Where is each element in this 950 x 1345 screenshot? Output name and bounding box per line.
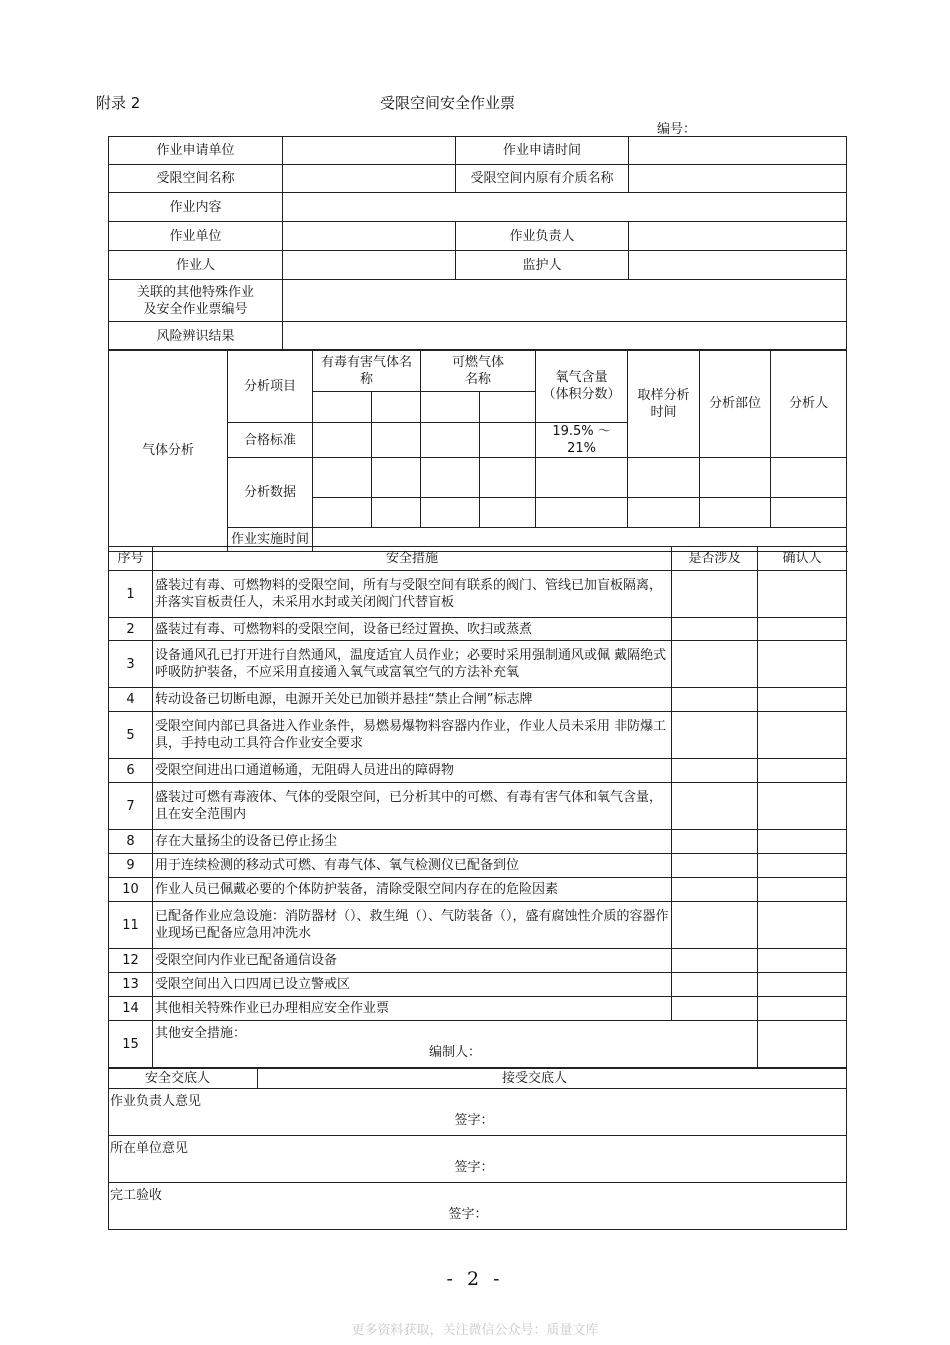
involved-field[interactable] <box>672 618 758 641</box>
toxic-gas-label: 有毒有害气体名称 <box>313 350 421 392</box>
work-leader-label: 作业负责人 <box>456 222 629 251</box>
confirm-field[interactable] <box>758 712 847 759</box>
measure-no: 2 <box>109 618 153 641</box>
unit-sign-label: 签字： <box>454 1160 494 1175</box>
table-row <box>109 712 847 759</box>
measure-no: 7 <box>109 783 153 830</box>
confirm-field[interactable] <box>758 830 847 854</box>
appendix-label: 附录 2 <box>96 94 141 112</box>
other-measures-label: 其他安全措施： <box>155 1026 247 1041</box>
table-row <box>109 688 847 712</box>
data-cell[interactable] <box>771 458 847 498</box>
measure-text: 已配备作业应急设施：消防器材（）、救生绳（）、气防装备（），盛有腐蚀性介质的容器作业现场已配备应急用冲洗水 <box>153 902 672 949</box>
serial-number-label: 编号： <box>657 122 697 137</box>
medium-name-field[interactable] <box>629 165 847 193</box>
guardian-field[interactable] <box>629 251 847 280</box>
acceptance-label: 完工验收 <box>110 1188 163 1203</box>
table-row <box>109 618 847 641</box>
involved-field[interactable] <box>672 830 758 854</box>
measure-no: 13 <box>109 973 153 997</box>
gas-analysis-label: 气体分析 <box>109 350 228 552</box>
page-title: 受限空间安全作业票 <box>380 94 516 112</box>
measure-text: 盛装过有毒、可燃物料的受限空间，设备已经过置换、吹扫或蒸煮 <box>153 618 672 641</box>
col-involved-header: 是否涉及 <box>672 547 758 571</box>
toxic-gas-name-2[interactable] <box>372 392 421 423</box>
measure-text: 其他相关特殊作业已办理相应安全作业票 <box>153 997 672 1021</box>
apply-unit-field[interactable] <box>283 137 456 165</box>
analysis-item-label: 分析项目 <box>228 350 313 423</box>
data-cell[interactable] <box>313 498 372 528</box>
data-cell[interactable] <box>372 498 421 528</box>
risk-label: 风险辨识结果 <box>109 322 283 351</box>
table-row <box>109 830 847 854</box>
measure-no: 15 <box>109 1021 153 1068</box>
leader-opinion-field[interactable] <box>109 1089 847 1136</box>
table-row <box>109 1021 847 1068</box>
risk-field[interactable] <box>283 322 847 351</box>
measure-no: 6 <box>109 759 153 783</box>
measure-no: 9 <box>109 854 153 878</box>
confirm-field[interactable] <box>758 1021 847 1068</box>
toxic-standard-1[interactable] <box>313 423 372 458</box>
exec-time-label: 作业实施时间 <box>228 528 313 552</box>
toxic-gas-name-1[interactable] <box>313 392 372 423</box>
combustible-gas-label <box>421 350 536 392</box>
involved-field[interactable] <box>672 949 758 973</box>
space-name-label: 受限空间名称 <box>109 165 283 193</box>
data-cell[interactable] <box>480 498 536 528</box>
apply-time-label: 作业申请时间 <box>456 137 629 165</box>
table-row <box>109 641 847 688</box>
apply-time-field[interactable] <box>629 137 847 165</box>
table-row <box>109 997 847 1021</box>
related-permits-label <box>109 280 283 322</box>
table-row <box>109 759 847 783</box>
confirm-field[interactable] <box>758 783 847 830</box>
unit-opinion-field[interactable] <box>109 1136 847 1183</box>
col-confirm-header: 确认人 <box>758 547 847 571</box>
oxygen-standard-value: 19.5% ～21% <box>536 423 628 458</box>
involved-field[interactable] <box>672 783 758 830</box>
measure-text: 受限空间出入口四周已设立警戒区 <box>153 973 672 997</box>
measure-text: 盛装过可燃有毒液体、气体的受限空间，已分析其中的可燃、有毒有害气体和氧气含量，且在安全范围内 <box>153 783 672 830</box>
unit-opinion-label: 所在单位意见 <box>110 1141 189 1156</box>
related-permits-line2: 及安全作业票编号 <box>143 301 248 317</box>
measure-text: 盛装过有毒、可燃物料的受限空间，所有与受限空间有联系的阀门、管线已加盲板隔离，并落实盲板责任人，未采用水封或关闭阀门代替盲板 <box>153 571 672 618</box>
related-permits-line1: 关联的其他特殊作业 <box>136 284 254 300</box>
combustible-gas-name-1[interactable] <box>421 392 480 423</box>
data-cell[interactable] <box>313 458 372 498</box>
confirm-field[interactable] <box>758 759 847 783</box>
table-row <box>109 854 847 878</box>
confirm-field[interactable] <box>758 641 847 688</box>
involved-field[interactable] <box>672 902 758 949</box>
involved-field[interactable] <box>672 878 758 902</box>
involved-field[interactable] <box>672 688 758 712</box>
data-cell[interactable] <box>771 498 847 528</box>
oxygen-content-label <box>536 350 628 423</box>
involved-field[interactable] <box>672 854 758 878</box>
measure-text: 受限空间进出口通道畅通，无阻碍人员进出的障碍物 <box>153 759 672 783</box>
analysis-location-label: 分析部位 <box>700 350 771 458</box>
involved-field[interactable] <box>672 973 758 997</box>
other-measures-field[interactable] <box>153 1021 758 1068</box>
data-cell[interactable] <box>421 458 480 498</box>
measure-no: 10 <box>109 878 153 902</box>
guardian-label: 监护人 <box>456 251 629 280</box>
involved-field[interactable] <box>672 712 758 759</box>
confirm-field[interactable] <box>758 854 847 878</box>
table-row <box>109 878 847 902</box>
oxygen-content-line2: （体积分数） <box>542 387 621 402</box>
col-no-header: 序号 <box>109 547 153 571</box>
briefer-label: 安全交底人 <box>109 1069 258 1089</box>
related-permits-field[interactable] <box>283 280 847 322</box>
measure-no: 3 <box>109 641 153 688</box>
work-leader-field[interactable] <box>629 222 847 251</box>
apply-unit-label: 作业申请单位 <box>109 137 283 165</box>
measure-no: 8 <box>109 830 153 854</box>
table-row <box>109 973 847 997</box>
safety-measures-table <box>108 546 846 1068</box>
basic-info-table <box>108 136 846 351</box>
measure-no: 5 <box>109 712 153 759</box>
work-unit-field[interactable] <box>283 222 456 251</box>
confirm-field[interactable] <box>758 902 847 949</box>
measure-no: 4 <box>109 688 153 712</box>
data-cell[interactable] <box>480 458 536 498</box>
data-cell[interactable] <box>628 458 700 498</box>
gas-analysis-table <box>108 349 846 552</box>
approval-table <box>108 1068 846 1230</box>
involved-field[interactable] <box>672 641 758 688</box>
worker-field[interactable] <box>283 251 456 280</box>
sample-time-line1: 取样分析 <box>637 387 690 403</box>
confirm-field[interactable] <box>758 997 847 1021</box>
measure-text: 受限空间内作业已配备通信设备 <box>153 949 672 973</box>
measure-text: 转动设备已切断电源，电源开关处已加锁并悬挂“禁止合闸”标志牌 <box>153 688 672 712</box>
measure-text: 用于连续检测的移动式可燃、有毒气体、氧气检测仪已配备到位 <box>153 854 672 878</box>
medium-name-label: 受限空间内原有介质名称 <box>456 165 629 193</box>
leader-sign-label: 签字： <box>454 1113 494 1128</box>
standard-label: 合格标准 <box>228 423 313 458</box>
sample-time-label <box>628 350 700 458</box>
table-row <box>109 902 847 949</box>
space-name-field[interactable] <box>283 165 456 193</box>
confirm-field[interactable] <box>758 571 847 618</box>
data-cell[interactable] <box>700 458 771 498</box>
measure-text: 作业人员已佩戴必要的个体防护装备，清除受限空间内存在的危险因素 <box>153 878 672 902</box>
toxic-standard-2[interactable] <box>372 423 421 458</box>
oxygen-content-line1: 氧气含量 <box>555 370 608 385</box>
data-cell[interactable] <box>536 458 628 498</box>
combustible-gas-name-2[interactable] <box>480 392 536 423</box>
data-cell[interactable] <box>372 458 421 498</box>
confirm-field[interactable] <box>758 688 847 712</box>
content-label: 作业内容 <box>109 193 283 222</box>
table-row <box>109 949 847 973</box>
measure-text: 存在大量扬尘的设备已停止扬尘 <box>153 830 672 854</box>
content-field[interactable] <box>283 193 847 222</box>
measure-no: 12 <box>109 949 153 973</box>
receiver-label: 接受交底人 <box>258 1069 847 1089</box>
involved-field[interactable] <box>672 997 758 1021</box>
combustible-standard-2[interactable] <box>480 423 536 458</box>
worker-label: 作业人 <box>109 251 283 280</box>
confirm-field[interactable] <box>758 878 847 902</box>
measure-no: 14 <box>109 997 153 1021</box>
confirm-field[interactable] <box>758 949 847 973</box>
table-row <box>109 571 847 618</box>
measure-text: 受限空间内部已具备进入作业条件，易燃易爆物料容器内作业，作业人员未采用 非防爆工具，手持电动工具符合作业安全要求 <box>153 712 672 759</box>
analyst-label: 分析人 <box>771 350 847 458</box>
work-unit-label: 作业单位 <box>109 222 283 251</box>
page-number: - 2 - <box>446 1268 504 1290</box>
leader-opinion-label: 作业负责人意见 <box>110 1094 202 1109</box>
measure-no: 1 <box>109 571 153 618</box>
measure-text: 设备通风孔已打开进行自然通风，温度适宜人员作业；必要时采用强制通风或佩 戴隔绝式呼吸防护装备，不应采用直接通入氧气或富氧空气的方法补充氧 <box>153 641 672 688</box>
confirm-field[interactable] <box>758 973 847 997</box>
measure-no: 11 <box>109 902 153 949</box>
data-cell[interactable] <box>700 498 771 528</box>
table-row <box>109 783 847 830</box>
combustible-standard-1[interactable] <box>421 423 480 458</box>
acceptance-sign-label: 签字： <box>448 1207 488 1222</box>
involved-field[interactable] <box>672 759 758 783</box>
data-cell[interactable] <box>421 498 480 528</box>
acceptance-field[interactable] <box>109 1183 847 1230</box>
sample-time-line2: 时间 <box>650 404 677 420</box>
involved-field[interactable] <box>672 571 758 618</box>
combustible-gas-line1: 可燃气体 <box>452 354 505 370</box>
footer-watermark-text: 更多资料获取，关注微信公众号：质量文库 <box>351 1323 599 1338</box>
data-cell[interactable] <box>536 498 628 528</box>
col-measure-header: 安全措施 <box>153 547 672 571</box>
compiler-label: 编制人： <box>428 1045 481 1060</box>
combustible-gas-line2: 名称 <box>465 371 492 387</box>
confirm-field[interactable] <box>758 618 847 641</box>
data-cell[interactable] <box>628 498 700 528</box>
analysis-data-label: 分析数据 <box>228 458 313 528</box>
